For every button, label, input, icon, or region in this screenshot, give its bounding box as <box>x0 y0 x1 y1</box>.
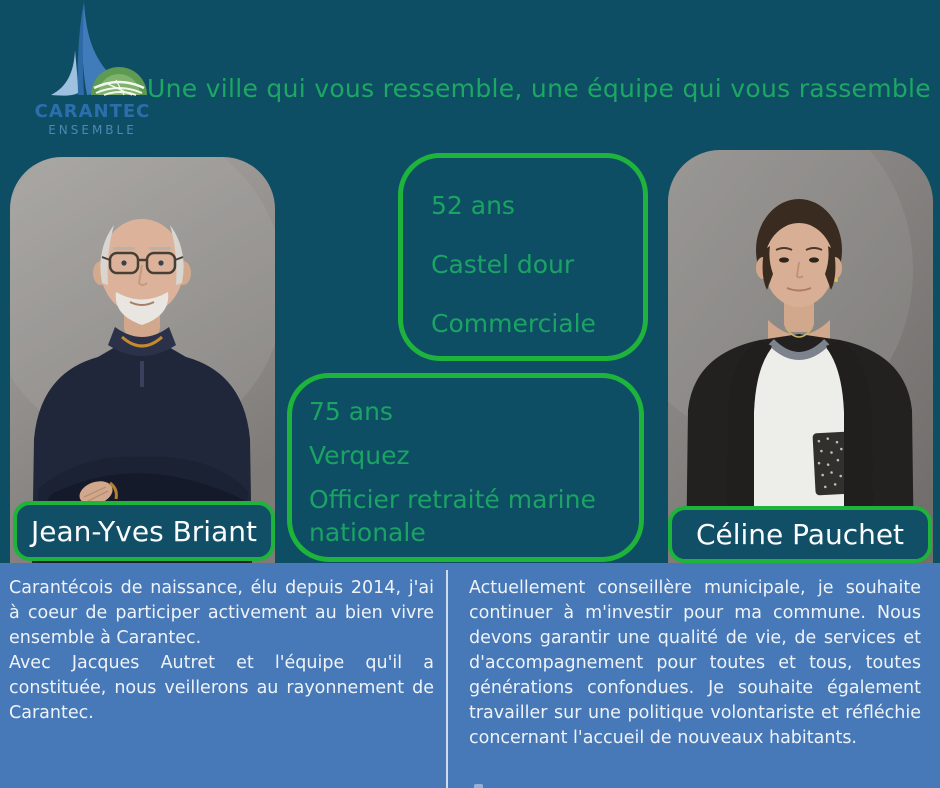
brand-subtitle: ENSEMBLE <box>48 123 137 137</box>
vertical-divider <box>446 570 448 788</box>
nameplate-jean-yves-briant <box>13 501 275 561</box>
statement-paragraph: Carantécois de naissance, élu depuis 2014, j'ai à coeur de participer activement au bien vivre ensemble à Carantec. <box>9 578 434 648</box>
info-card-jean-yves <box>287 373 644 562</box>
brand-name: CARANTEC <box>34 101 151 122</box>
portrait-celine-pauchet <box>668 150 933 563</box>
statement-jean-yves <box>9 576 434 726</box>
candidate-name: Céline Pauchet <box>695 518 905 551</box>
profession-celine: Commerciale <box>431 309 596 338</box>
statement-paragraph: Actuellement conseillère municipale, je souhaite continuer à m'investir pour ma commune. Nous devons garantir une qualité de vie, de services et d'accompagnement pour toutes et tous, toutes générations confondues. Je souhaite également travailler sur une politique volontariste et réfléchie concernant l'accueil de nouveaux habitants. <box>469 578 921 748</box>
home-celine: Castel dour <box>431 250 575 279</box>
statement-celine <box>469 576 921 751</box>
cutoff-text-fragment <box>474 784 483 788</box>
profession-jean-yves: Officier retraité marine nationale <box>309 485 596 547</box>
statement-paragraph: Avec Jacques Autret et l'équipe qu'il a constituée, nous veillerons au rayonnement de Carantec. <box>9 653 434 723</box>
candidate-name: Jean-Yves Briant <box>31 514 257 548</box>
age-jean-yves: 75 ans <box>309 397 393 426</box>
age-celine: 52 ans <box>431 191 515 220</box>
nameplate-celine-pauchet <box>668 506 932 563</box>
carantec-ensemble-logo <box>20 0 165 145</box>
sailboat-icon <box>20 0 165 100</box>
woman-portrait-illustration <box>668 150 933 563</box>
campaign-tagline: Une ville qui vous ressemble, une équipe qui vous rassemble <box>147 74 931 103</box>
home-jean-yves: Verquez <box>309 441 410 470</box>
info-card-celine <box>398 153 648 361</box>
